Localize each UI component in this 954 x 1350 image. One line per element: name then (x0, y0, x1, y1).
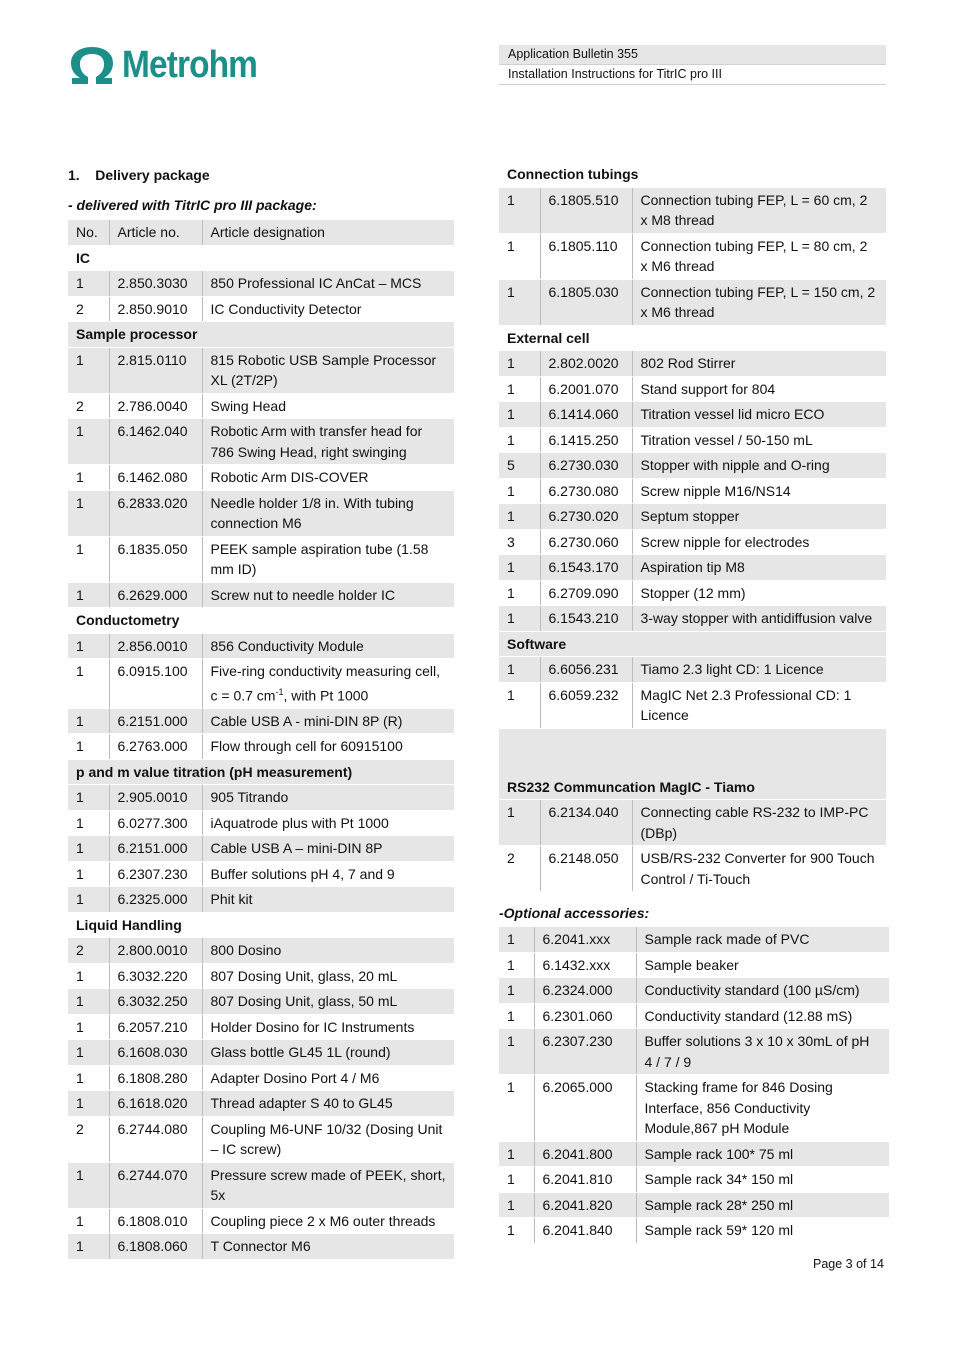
article-no-cell: 6.1415.250 (540, 427, 632, 453)
optional-row (499, 1141, 889, 1167)
table-row (68, 810, 454, 836)
article-no-cell: 6.2065.000 (534, 1075, 636, 1142)
designation-cell: Buffer solutions 3 x 10 x 30mL of pH 4 / 7 / 9 (636, 1029, 889, 1075)
group-title: RS232 Communcation MagIC - Tiamo (499, 728, 886, 800)
article-no-cell: 6.2301.060 (534, 1003, 636, 1029)
table-row (68, 1014, 454, 1040)
quantity-cell: 1 (499, 504, 540, 530)
article-no-cell: 6.1808.280 (109, 1065, 202, 1091)
article-no-cell: 6.2041.840 (534, 1218, 636, 1244)
table-row (499, 846, 886, 892)
article-no-cell: 6.1432.xxx (534, 952, 636, 978)
designation-cell: Swing Head (202, 393, 454, 419)
quantity-cell: 1 (68, 1014, 109, 1040)
designation-cell: PEEK sample aspiration tube (1.58 mm ID) (202, 536, 454, 582)
header-designation: Article designation (202, 220, 454, 245)
table-row (68, 347, 454, 393)
metrohm-logo (68, 44, 275, 87)
article-no-cell: 6.6056.231 (540, 657, 632, 683)
article-no-cell: 6.2325.000 (109, 887, 202, 913)
designation-cell: Screw nipple M16/NS14 (632, 478, 886, 504)
quantity-cell: 1 (499, 1218, 534, 1244)
table-row (499, 478, 886, 504)
quantity-cell: 1 (499, 952, 534, 978)
optional-accessories-table (499, 927, 889, 1244)
designation-cell: Connection tubing FEP, L = 150 cm, 2 x M6 thread (632, 279, 886, 325)
table-row (68, 536, 454, 582)
article-no-cell: 2.850.9010 (109, 296, 202, 322)
designation-cell: Connecting cable RS-232 to IMP-PC (DBp) (632, 800, 886, 846)
table-row (68, 938, 454, 964)
group-title: External cell (499, 325, 886, 351)
table-row (68, 1234, 454, 1260)
omega-logo-icon (68, 46, 116, 86)
article-no-cell: 6.3032.220 (109, 963, 202, 989)
quantity-cell: 5 (499, 453, 540, 479)
designation-cell: MagIC Net 2.3 Professional CD: 1 Licence (632, 682, 886, 728)
article-no-cell: 2.850.3030 (109, 271, 202, 297)
article-no-cell: 6.2041.810 (534, 1167, 636, 1193)
quantity-cell: 1 (68, 785, 109, 811)
right-article-table (499, 162, 886, 892)
table-row (499, 800, 886, 846)
quantity-cell: 1 (499, 927, 534, 952)
table-row (68, 490, 454, 536)
designation-cell: 802 Rod Stirrer (632, 351, 886, 377)
designation-cell: Pressure screw made of PEEK, short, 5x (202, 1162, 454, 1208)
table-row (68, 1162, 454, 1208)
table-row (499, 279, 886, 325)
designation-cell: Phit kit (202, 887, 454, 913)
table-row (68, 393, 454, 419)
table-row (499, 402, 886, 428)
group-header-row (499, 325, 886, 351)
article-no-cell: 6.2730.030 (540, 453, 632, 479)
article-no-cell: 6.2151.000 (109, 708, 202, 734)
quantity-cell: 1 (499, 682, 540, 728)
article-no-cell: 6.2730.020 (540, 504, 632, 530)
table-row (499, 453, 886, 479)
table-row (68, 1040, 454, 1066)
quantity-cell: 1 (68, 659, 109, 709)
table-row (68, 1116, 454, 1162)
group-header-row (499, 162, 886, 187)
article-no-cell: 6.1462.040 (109, 419, 202, 465)
article-no-cell: 6.2833.020 (109, 490, 202, 536)
section-subtitle: - delivered with TitrIC pro III package: (68, 197, 317, 213)
designation-cell: Sample beaker (636, 952, 889, 978)
quantity-cell: 1 (68, 1065, 109, 1091)
article-no-cell: 6.1835.050 (109, 536, 202, 582)
article-no-cell: 6.2001.070 (540, 376, 632, 402)
article-no-cell: 2.800.0010 (109, 938, 202, 964)
article-no-cell: 6.1808.060 (109, 1234, 202, 1260)
designation-cell: USB/RS-232 Converter for 900 Touch Control / Ti-Touch (632, 846, 886, 892)
article-no-cell: 6.2041.800 (534, 1141, 636, 1167)
quantity-cell: 1 (68, 810, 109, 836)
designation-cell: Connection tubing FEP, L = 80 cm, 2 x M6 thread (632, 233, 886, 279)
group-title: Software (499, 631, 886, 657)
quantity-cell: 1 (499, 427, 540, 453)
designation-cell: Screw nut to needle holder IC (202, 582, 454, 608)
article-no-cell: 6.2307.230 (534, 1029, 636, 1075)
quantity-cell: 1 (68, 836, 109, 862)
optional-row (499, 1167, 889, 1193)
quantity-cell: 3 (499, 529, 540, 555)
designation-cell: Robotic Arm with transfer head for 786 Swing Head, right swinging (202, 419, 454, 465)
article-no-cell: 2.856.0010 (109, 633, 202, 659)
article-no-cell: 6.6059.232 (540, 682, 632, 728)
designation-cell: Glass bottle GL45 1L (round) (202, 1040, 454, 1066)
quantity-cell: 2 (68, 938, 109, 964)
article-no-cell: 6.2041.xxx (534, 927, 636, 952)
quantity-cell: 1 (499, 1192, 534, 1218)
designation-cell: Flow through cell for 60915100 (202, 734, 454, 760)
group-title: p and m value titration (pH measurement) (68, 759, 454, 785)
quantity-cell: 1 (499, 1075, 534, 1142)
quantity-cell: 1 (499, 978, 534, 1004)
designation-cell: Titration vessel lid micro ECO (632, 402, 886, 428)
optional-row (499, 1075, 889, 1142)
designation-cell: Buffer solutions pH 4, 7 and 9 (202, 861, 454, 887)
quantity-cell: 1 (68, 536, 109, 582)
table-row (68, 989, 454, 1015)
quantity-cell: 1 (68, 1208, 109, 1234)
designation-cell: Needle holder 1/8 in. With tubing connection M6 (202, 490, 454, 536)
designation-cell: Adapter Dosino Port 4 / M6 (202, 1065, 454, 1091)
optional-accessories-title: -Optional accessories: (499, 905, 650, 921)
quantity-cell: 2 (68, 296, 109, 322)
designation-cell: Thread adapter S 40 to GL45 (202, 1091, 454, 1117)
quantity-cell: 1 (499, 402, 540, 428)
group-header-row (68, 608, 454, 634)
designation-cell: Septum stopper (632, 504, 886, 530)
article-no-cell: 6.1608.030 (109, 1040, 202, 1066)
quantity-cell: 1 (499, 580, 540, 606)
table-row (499, 529, 886, 555)
designation-cell: Screw nipple for electrodes (632, 529, 886, 555)
article-no-cell: 6.2744.070 (109, 1162, 202, 1208)
designation-cell: Conductivity standard (100 µS/cm) (636, 978, 889, 1004)
quantity-cell: 1 (68, 1162, 109, 1208)
article-no-cell: 6.1808.010 (109, 1208, 202, 1234)
designation-cell: Coupling M6-UNF 10/32 (Dosing Unit – IC screw) (202, 1116, 454, 1162)
optional-row (499, 952, 889, 978)
quantity-cell: 1 (499, 606, 540, 632)
table-row (68, 582, 454, 608)
quantity-cell: 1 (499, 279, 540, 325)
group-title: Sample processor (68, 322, 454, 348)
designation-cell: Holder Dosino for IC Instruments (202, 1014, 454, 1040)
quantity-cell: 1 (499, 555, 540, 581)
article-no-cell: 6.1414.060 (540, 402, 632, 428)
group-header-row (68, 322, 454, 348)
article-no-cell: 6.2307.230 (109, 861, 202, 887)
table-header-row (68, 220, 454, 245)
designation-cell: 905 Titrando (202, 785, 454, 811)
quantity-cell: 1 (68, 887, 109, 913)
quantity-cell: 1 (499, 376, 540, 402)
logo-wordmark: Metrohm (122, 44, 258, 86)
designation-cell: Coupling piece 2 x M6 outer threads (202, 1208, 454, 1234)
designation-cell: Cable USB A - mini-DIN 8P (R) (202, 708, 454, 734)
section-title: 1. Delivery package (68, 167, 210, 183)
table-row (68, 419, 454, 465)
optional-row (499, 927, 889, 952)
quantity-cell: 1 (499, 1003, 534, 1029)
table-row (68, 1065, 454, 1091)
header-line-1: Application Bulletin 355 (499, 45, 886, 65)
page-number: Page 3 of 14 (813, 1257, 884, 1271)
quantity-cell: 1 (68, 989, 109, 1015)
designation-cell: Robotic Arm DIS-COVER (202, 465, 454, 491)
article-no-cell: 6.2041.820 (534, 1192, 636, 1218)
table-row (499, 504, 886, 530)
group-header-row (68, 912, 454, 938)
quantity-cell: 1 (499, 187, 540, 233)
article-no-cell: 6.2151.000 (109, 836, 202, 862)
table-row (68, 708, 454, 734)
designation-cell: Conductivity standard (12.88 mS) (636, 1003, 889, 1029)
header-no: No. (68, 220, 109, 245)
group-header-row (499, 728, 886, 800)
header-article-no: Article no. (109, 220, 202, 245)
group-title: Conductometry (68, 608, 454, 634)
designation-cell: 807 Dosing Unit, glass, 50 mL (202, 989, 454, 1015)
quantity-cell: 1 (68, 861, 109, 887)
group-header-row (68, 759, 454, 785)
quantity-cell: 1 (68, 963, 109, 989)
quantity-cell: 1 (68, 490, 109, 536)
group-header-row (68, 245, 454, 271)
quantity-cell: 2 (499, 846, 540, 892)
table-row (499, 376, 886, 402)
designation-cell: Titration vessel / 50-150 mL (632, 427, 886, 453)
table-row (68, 861, 454, 887)
designation-cell: 850 Professional IC AnCat – MCS (202, 271, 454, 297)
designation-cell: 856 Conductivity Module (202, 633, 454, 659)
article-no-cell: 6.1462.080 (109, 465, 202, 491)
group-header-row (499, 631, 886, 657)
article-no-cell: 6.2709.090 (540, 580, 632, 606)
article-no-cell: 6.2730.080 (540, 478, 632, 504)
group-title: Liquid Handling (68, 912, 454, 938)
article-no-cell: 2.905.0010 (109, 785, 202, 811)
designation-cell: IC Conductivity Detector (202, 296, 454, 322)
designation-cell: Stopper (12 mm) (632, 580, 886, 606)
designation-cell: Sample rack 34* 150 ml (636, 1167, 889, 1193)
quantity-cell: 1 (499, 478, 540, 504)
quantity-cell: 1 (499, 1167, 534, 1193)
designation-cell: Tiamo 2.3 light CD: 1 Licence (632, 657, 886, 683)
table-row (68, 836, 454, 862)
designation-cell: 807 Dosing Unit, glass, 20 mL (202, 963, 454, 989)
table-row (499, 351, 886, 377)
cell-constant-exponent: -1 (275, 686, 284, 697)
article-no-cell: 6.2134.040 (540, 800, 632, 846)
designation-cell: T Connector M6 (202, 1234, 454, 1260)
table-row (68, 465, 454, 491)
article-no-cell: 6.1543.210 (540, 606, 632, 632)
table-row (68, 734, 454, 760)
article-no-cell: 6.3032.250 (109, 989, 202, 1015)
group-title: Connection tubings (499, 162, 886, 187)
table-row (68, 887, 454, 913)
table-row (68, 785, 454, 811)
table-row (68, 963, 454, 989)
quantity-cell: 1 (68, 582, 109, 608)
table-row (499, 682, 886, 728)
article-no-cell: 6.2148.050 (540, 846, 632, 892)
article-no-cell: 6.1805.110 (540, 233, 632, 279)
table-row (68, 1091, 454, 1117)
table-row (499, 233, 886, 279)
cell-constant-prefix: cell, c = 0.7 cm (210, 663, 441, 704)
article-no-cell: 6.2629.000 (109, 582, 202, 608)
article-no-cell: 2.815.0110 (109, 347, 202, 393)
article-no-cell: 6.1543.170 (540, 555, 632, 581)
optional-row (499, 1003, 889, 1029)
quantity-cell: 1 (68, 1234, 109, 1260)
article-no-cell: 6.1618.020 (109, 1091, 202, 1117)
table-row (499, 427, 886, 453)
table-row (499, 657, 886, 683)
article-no-cell: 6.2324.000 (534, 978, 636, 1004)
designation-cell: Stopper with nipple and O-ring (632, 453, 886, 479)
quantity-cell: 1 (68, 734, 109, 760)
designation-cell: Aspiration tip M8 (632, 555, 886, 581)
article-no-cell: 6.0277.300 (109, 810, 202, 836)
quantity-cell: 1 (499, 800, 540, 846)
article-no-cell: 6.1805.030 (540, 279, 632, 325)
article-no-cell: 6.2057.210 (109, 1014, 202, 1040)
designation-cell: Sample rack made of PVC (636, 927, 889, 952)
designation-cell: 3-way stopper with antidiffusion valve (632, 606, 886, 632)
quantity-cell: 1 (68, 271, 109, 297)
designation-cell: 815 Robotic USB Sample Processor XL (2T/2P) (202, 347, 454, 393)
quantity-cell: 1 (68, 1040, 109, 1066)
quantity-cell: 1 (68, 708, 109, 734)
table-row (68, 633, 454, 659)
table-row (68, 659, 454, 709)
designation-cell: Sample rack 28* 250 ml (636, 1192, 889, 1218)
designation-cell: 800 Dosino (202, 938, 454, 964)
quantity-cell: 1 (68, 419, 109, 465)
quantity-cell: 1 (68, 633, 109, 659)
designation-cell: Connection tubing FEP, L = 60 cm, 2 x M8 thread (632, 187, 886, 233)
table-row (499, 555, 886, 581)
left-article-table (68, 220, 454, 1260)
group-title: IC (68, 245, 454, 271)
header-line-2: Installation Instructions for TitrIC pro III (499, 65, 886, 85)
article-no-cell: 2.802.0020 (540, 351, 632, 377)
designation-cell: Stacking frame for 846 Dosing Interface, 856 Conductivity Module,867 pH Module (636, 1075, 889, 1142)
quantity-cell: 1 (499, 351, 540, 377)
article-no-cell: 6.2744.080 (109, 1116, 202, 1162)
cell-constant-suffix: , with Pt 1000 (283, 687, 369, 704)
article-no-cell: 6.0915.100 (109, 659, 202, 709)
table-row (68, 1208, 454, 1234)
table-row (68, 271, 454, 297)
designation-cell: iAquatrode plus with Pt 1000 (202, 810, 454, 836)
quantity-cell: 1 (68, 465, 109, 491)
quantity-cell: 1 (499, 1029, 534, 1075)
table-row (499, 606, 886, 632)
quantity-cell: 1 (499, 657, 540, 683)
table-row (499, 187, 886, 233)
designation-cell: Cable USB A – mini-DIN 8P (202, 836, 454, 862)
optional-row (499, 1029, 889, 1075)
designation-cell-with-superscript: Five-ring conductivity measuring cell, c = 0.7 $cm^{-1}$, with Pt 1000 (202, 659, 454, 709)
article-no-cell: 6.2763.000 (109, 734, 202, 760)
optional-row (499, 978, 889, 1004)
designation-cell: Sample rack 59* 120 ml (636, 1218, 889, 1244)
quantity-cell: 1 (499, 1141, 534, 1167)
quantity-cell: 2 (68, 393, 109, 419)
designation-cell: Sample rack 100* 75 ml (636, 1141, 889, 1167)
article-no-cell: 2.786.0040 (109, 393, 202, 419)
document-header (499, 45, 886, 85)
quantity-cell: 1 (68, 1091, 109, 1117)
optional-row (499, 1218, 889, 1244)
designation-cell: Stand support for 804 (632, 376, 886, 402)
table-row (499, 580, 886, 606)
optional-row (499, 1192, 889, 1218)
quantity-cell: 1 (68, 347, 109, 393)
quantity-cell: 1 (499, 233, 540, 279)
table-row (68, 296, 454, 322)
article-no-cell: 6.2730.060 (540, 529, 632, 555)
article-no-cell: 6.1805.510 (540, 187, 632, 233)
quantity-cell: 2 (68, 1116, 109, 1162)
